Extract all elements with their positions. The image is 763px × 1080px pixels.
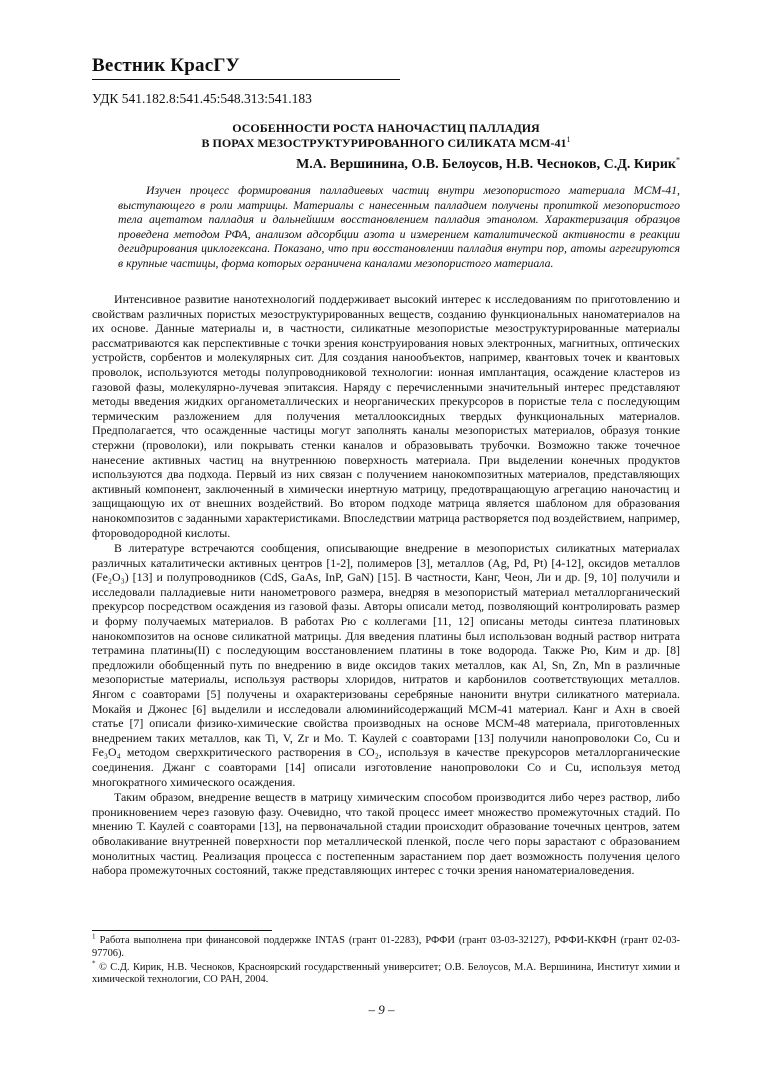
title-line-1: ОСОБЕННОСТИ РОСТА НАНОЧАСТИЦ ПАЛЛАДИЯ (232, 121, 540, 135)
article-body (92, 292, 680, 878)
footnote-2 (92, 959, 680, 988)
journal-title: Вестник КрасГУ (92, 55, 240, 76)
body-paragraph: Таким образом, внедрение веществ в матрицу химическим способом производится либо через раствор, либо проникновением через газовую фазу. Очевидно, что такой процесс имеет множество промежуточных стадий. По мнению Т. Каулей с соавторами [13], на первоначальной стадии происходит образование точечных центров, затем обволакивание внутренней поверхности пор металлической пленкой, после чего поры зарастают с образованием монолитных частиц. Реализация процесса с постепенным зарастанием пор дает возможность получения целого набора промежуточных состояний, также представляющих интерес с точки зрения наноматериаловедения. (92, 790, 680, 878)
footnote-2-text: © С.Д. Кирик, Н.В. Чесноков, Красноярский государственный университет; О.В. Белоусов, М.А. Вершинина, Институт химии и химической технологии, СО РАН, 2004. (92, 961, 680, 986)
footnote-2-mark: * (92, 959, 96, 968)
footnotes (92, 932, 680, 988)
footnote-1-mark: 1 (92, 932, 96, 941)
footnote-1 (92, 932, 680, 961)
body-paragraph: Интенсивное развитие нанотехнологий поддерживает высокий интерес к исследованиям по приготовлению и свойствам различных пористых мезоструктурированных веществ, созданию функциональных наноматериалов на их основе. Данные материалы и, в частности, силикатные мезопористые мезоструктурированные материалы рассматриваются как перспективные с точки зрения конструирования новых электронных, магнитных, оптических устройств, сорбентов и молекулярных сит. Для создания нанообъектов, например, квантовых точек и квантовых проволок, используются методы полупроводниковой технологии: ионная имплантация, осаждение кластеров из газовой фазы, молекулярно-лучевая эпитаксия. Наряду с перечисленными значительный интерес представляют методы введения жидких органометаллических и неорганических прекурсоров в пористые тела с последующим термическим разложением для получения металлооксидных твердых функциональных материалов. Предполагается, что осажденные частицы могут заполнять каналы мезопористых материалов, образуя тонкие стержни (проволоки), или покрывать стенки каналов и образовывать трубочки. Возможно также точечное нанесение активных частиц на внутреннюю поверхность материала. При выделении конечных продуктов используются два подхода. Первый из них связан с получением нанокомпозитных материалов, представляющих активный компонент, заключенный в химически инертную матрицу, предотвращающую агрегацию наночастиц и защищающую их от внешних воздействий. Во втором подходе матрица является шаблоном для образования нанокомпозитов с заданными характеристиками. Впоследствии матрица растворяется под воздействием, например, фтороводородной кислоты. (92, 292, 680, 540)
abstract (118, 183, 680, 271)
authors-text: М.А. Вершинина, О.В. Белоусов, Н.В. Чесноков, С.Д. Кирик (296, 157, 676, 172)
header-rule (92, 79, 400, 80)
abstract-text: Изучен процесс формирования палладиевых частиц внутри мезопористого материала МСМ-41, выступающего в роли матрицы. Материалы с нанесенным палладием получены пропиткой мезопористого тела ацетатом палладия и дальнейшим восстановлением палладия этанолом. Характеризация образцов проведена методом РФА, анализом адсорбции азота и измерением каталитической активности в реакции дегидрирования циклогексана. Показано, что при восстановлении палладия внутри пор, атомы агрегируются в крупные частицы, форма которых ограничена каналами мезопористого материала. (118, 183, 680, 270)
body-paragraph: В литературе встречаются сообщения, описывающие внедрение в мезопористых силикатных материалах различных каталитически активных центров [1-2], полимеров [3], металлов (Ag, Pd, Pt) [4-12], оксидов металлов (Fe₂O₃) [13] и полупроводников (CdS, GaAs, InP, GaN) [15]. В частности, Канг, Чеон, Ли и др. [9, 10] получили и исследовали палладиевые нити нанометрового размера, внедряя в мезопористый материал металлорганический прекурсор посредством осаждения из газовой фазы. Авторы описали метод, позволяющий контролировать размер и форму получаемых материалов. В работах Рю с коллегами [11, 12] описаны методы синтеза платиновых нанокомпозитов на основе силикатной матрицы. Для введения платины был использован водный раствор нитрата тетрамина платины(II) с последующим восстановлением платины в токе водорода. Также Рю, Ким и др. [8] предложили обобщенный путь по внедрению в виде оксидов таких металлов, как Al, Sn, Zn, Mn в различные мезопористые материалы, используя растворы хлоридов, нитратов и карбонилов соответствующих металлов. Янгом с соавторами [5] получены и охарактеризованы серебряные нанонити внутри силикатного материала. Мокайя и Джонес [6] выделили и исследовали алюминийсодержащий МСМ-41 материал. Канг и Ахн в своей статье [7] описали физико-химические свойства производных на основе МСМ-48 материала, приготовленных внедрением таких металлов, как Ti, V, Zr и Mo. Т. Каулей с соавторами [13] получили нанопроволоки Co, Cu и Fe₃O₄ методом сверхкритического растворения в CO₂, используя в качестве прекурсоров металлорганические соединения. Джанг с соавторами [14] описали изготовление нанопроволоки Co и Cu, используя метод многократного химического осаждения. (92, 541, 680, 789)
authors (92, 157, 680, 173)
title-line-2 (92, 136, 680, 151)
footnote-1-text: Работа выполнена при финансовой поддержке INTAS (грант 01-2283), РФФИ (грант 03-03-32127), РФФИ-ККФН (грант 02-03-97706). (92, 935, 680, 959)
authors-footnote-mark: * (676, 155, 680, 165)
udc-code: УДК 541.182.8:541.45:548.313:541.183 (92, 91, 312, 106)
title-footnote-mark: 1 (566, 135, 571, 144)
page-number: – 9 – (368, 1002, 395, 1017)
title-line-2-text: В ПОРАХ МЕЗОСТРУКТУРИРОВАННОГО СИЛИКАТА МСМ-41 (201, 136, 567, 150)
footnote-rule (92, 930, 272, 931)
article-title (92, 121, 680, 151)
